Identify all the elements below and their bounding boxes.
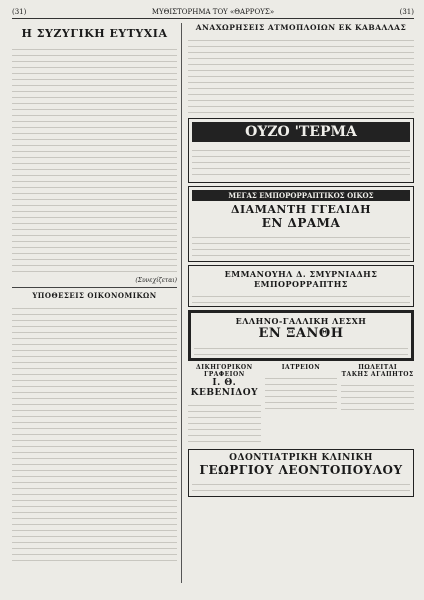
ouzo-ad [188, 118, 414, 183]
doctors-heading: ΙΑΤΡΕΙΟΝ [281, 364, 321, 371]
continued-label: (Συνεχίζεται) [135, 277, 177, 284]
school-line2: ΕΝ ΞΑΝΘΗ [258, 326, 344, 341]
page-number-right: (31) [399, 8, 414, 16]
store-ad-line3: ΕΝ ΔΡΑΜΑ [261, 216, 341, 230]
story-body-illegible [12, 44, 177, 274]
ships-list-illegible [188, 35, 414, 115]
sale-name: ΤΑΚΗΣ ΑΓΑΠΗΤΟΣ [341, 371, 414, 378]
store-ad-line2: ΔΙΑΜΑΝΤΗ ΓΓΕΛΙΔΗ [231, 203, 371, 216]
classifieds-row [188, 364, 414, 446]
page-header [12, 8, 414, 19]
smyrniadis-line2: ΕΜΠΟΡΟΡΡΑΠΤΗΣ [254, 279, 348, 289]
clinic-ad [188, 449, 414, 497]
story-title: Η ΣΥΖΥΓΙΚΗ ΕΥΤΥΧΙΑ [21, 27, 168, 40]
smyrniadis-line1: ΕΜΜΑΝΟΥΗΛ Δ. ΣΜΥΡΝΙΑΔΗΣ [224, 269, 378, 279]
ouzo-ad-title: ΟΥΖΟ 'ΤΕΡΜΑ [192, 122, 410, 142]
clinic-line1: ΟΔΟΝΤΙΑΤΡΙΚΗ ΚΛΙΝΙΚΗ [229, 453, 373, 463]
left-column [12, 23, 182, 583]
serial-title: ΜΥΘΙΣΤΟΡΗΜΑ ΤΟΥ «ΘΑΡΡΟΥΣ» [151, 8, 275, 16]
ships-heading: ΑΝΑΧΩΡΗΣΕΙΣ ΑΤΜΟΠΛΟΙΩΝ ΕΚ ΚΑΒΑΛΛΑΣ [195, 23, 407, 32]
law-office-heading: ΔΙΚΗΓΟΡΙΚΟΝ ΓΡΑΦΕΙΟΝ [196, 364, 253, 378]
school-line1: ΕΛΛΗΝΟ-ΓΑΛΛΙΚΗ ΛΕΣΧΗ [235, 316, 367, 326]
store-ad-line1: ΜΕΓΑΣ ΕΜΠΟΡΟΡΡΑΠΤΙΚΟΣ ΟΙΚΟΣ [192, 190, 410, 201]
section-body-illegible [12, 303, 177, 563]
smyrniadis-ad [188, 265, 414, 307]
page-number-left: (31) [12, 8, 27, 16]
store-ad [188, 186, 414, 262]
section-title: ΥΠΟΘΕΣΕΙΣ ΟΙΚΟΝΟΜΙΚΩΝ [32, 291, 157, 300]
law-office-name: Ι. Θ. ΚΕΒΕΝΙΔΟΥ [190, 378, 258, 398]
clinic-line2: ΓΕΩΡΓΙΟΥ ΛΕΟΝΤΟΠΟΥΛΟΥ [199, 463, 403, 477]
school-ad [188, 310, 414, 361]
sale-heading: ΠΩΛΕΙΤΑΙ [358, 364, 398, 371]
right-column [188, 23, 414, 583]
